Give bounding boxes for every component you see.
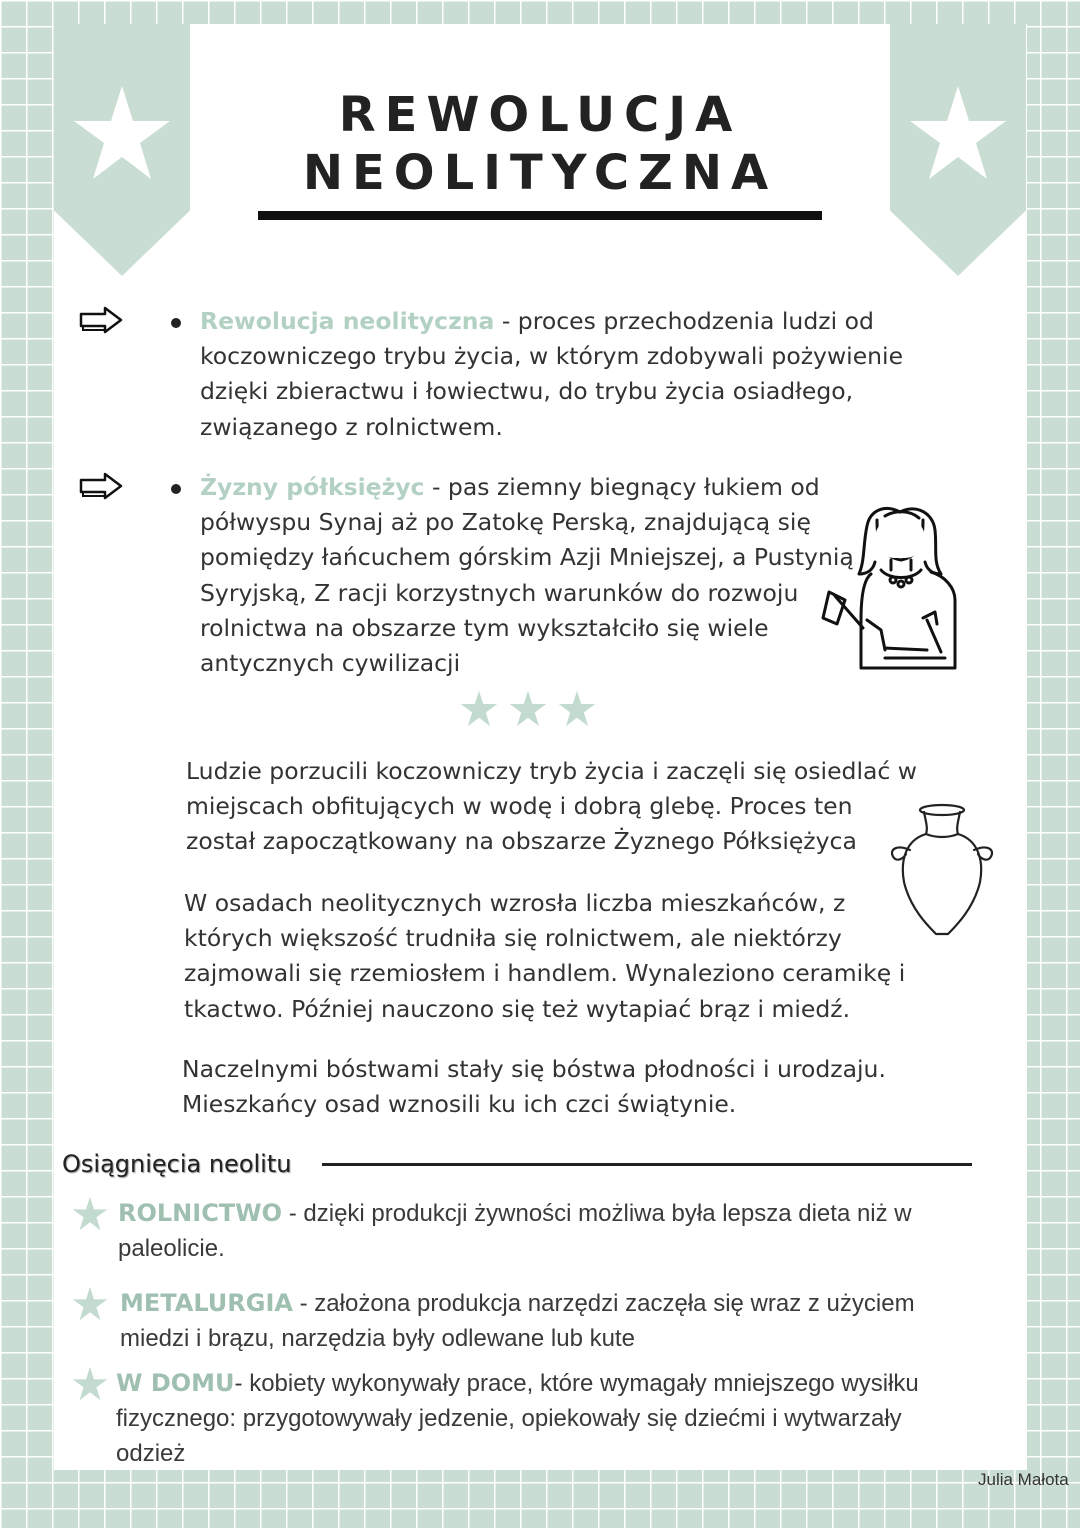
- title-line-2: NEOLITYCZNA: [302, 145, 778, 201]
- definition-text: - proces przechodzenia ludzi od koczowniczego trybu życia, w którym zdobywali pożywienie dzięki zbieractwu i łowiectwu, do trybu życia osiadłego, związanego z rolnictwem.: [200, 307, 904, 441]
- star-icon: [460, 690, 498, 728]
- star-icon: [72, 1286, 108, 1322]
- achievement-text: - kobiety wykonywały prace, które wymagały mniejszego wysiłku fizycznego: przygotowywały jedzenie, opiekowały się dziećmi i wytwarzały odzież: [116, 1370, 919, 1467]
- star-icon: [72, 1196, 108, 1232]
- star-icon: [72, 1366, 108, 1402]
- achievement-term: ROLNICTWO: [118, 1199, 283, 1227]
- achievement-item: [118, 1196, 958, 1266]
- author-signature: Julia Małota: [978, 1470, 1069, 1489]
- achievement-item: [120, 1286, 960, 1356]
- paragraph-settlement: Ludzie porzucili koczowniczy tryb życia i zaczęli się osiedlać w miejscach obfitujących w wodę i dobrą glebę. Proces ten został zapoczątkowany na obszarze Żyznego Półksiężyca: [186, 757, 917, 856]
- achievement-item: [116, 1366, 966, 1471]
- achievement-text: - założona produkcja narzędzi zaczęła się wraz z użyciem miedzi i brązu, narzędzia były odlewane lub kute: [120, 1290, 915, 1352]
- definition-term: Rewolucja neolityczna: [200, 307, 495, 335]
- paragraph-settlements-growth: W osadach neolitycznych wzrosła liczba mieszkańców, z których większość trudniła się rolnictwem, ale niektórzy zajmowali się rzemiosłem i handlem. Wynaleziono ceramikę i tkactwo. Później nauczono się też wytapiać brąz i miedź.: [184, 889, 906, 1023]
- definition-term: Żyzny półksiężyc: [200, 473, 425, 501]
- star-icon: [558, 690, 596, 728]
- page-title: [190, 86, 890, 202]
- achievement-term: W DOMU: [116, 1369, 235, 1397]
- arrow-right-icon: [78, 305, 124, 335]
- achievements-heading: Osiągnięcia neolitu: [62, 1150, 292, 1178]
- star-icon: [509, 690, 547, 728]
- title-box: [190, 56, 890, 216]
- achievement-term: METALURGIA: [120, 1289, 293, 1317]
- bullet-dot: [171, 318, 181, 328]
- achievements-rule: [322, 1163, 972, 1166]
- title-underline: [258, 211, 822, 220]
- title-line-1: REWOLUCJA: [338, 87, 742, 143]
- definition-2: [200, 470, 860, 681]
- arrow-right-icon: [78, 471, 124, 501]
- achievement-text: - dzięki produkcji żywności możliwa była lepsza dieta niż w paleolicie.: [118, 1200, 912, 1262]
- definition-text: - pas ziemny biegnący łukiem od półwyspu Synaj aż po Zatokę Perską, znajdującą się pomiędzy łańcuchem górskim Azji Mniejszej, a Pustynią Syryjską, Z racji korzystnych warunków do rozwoju rolnictwa na obszarze tym wykształciło się wiele antycznych cywilizacji: [200, 473, 854, 678]
- star-icon: [908, 84, 1008, 184]
- definition-1: [200, 304, 920, 445]
- star-divider: [460, 690, 602, 732]
- neolithic-person-illustration: [815, 500, 960, 680]
- bullet-dot: [171, 484, 181, 494]
- paragraph-deities: Naczelnymi bóstwami stały się bóstwa płodności i urodzaju. Mieszkańcy osad wznosili ku ich czci świątynie.: [182, 1055, 886, 1119]
- star-icon: [72, 84, 172, 184]
